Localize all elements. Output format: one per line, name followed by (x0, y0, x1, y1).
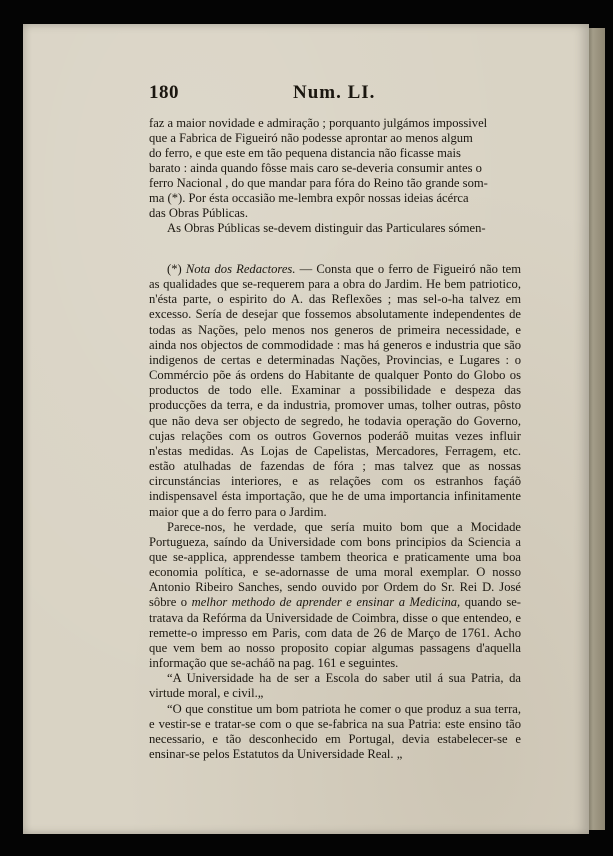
footnote-block (149, 262, 521, 762)
quotation-1: “A Universidade ha de ser a Escola do saber util á sua Patria, da virtude moral, e civil.„ (149, 671, 521, 701)
footnote-paragraph-1-text: — Consta que o ferro de Figueiró não tem as qualidades que se-requerem para a obra do Jardim. He bem patriotico, n'ésta parte, o espirito do A. das Reflexões ; mas sel-o-ha talvez em excesso. Sería de desejar que fossemos absolutamente independentes de todas as Nações, pelo menos nos generos de primeira necessidade, e ainda nos objectos de commodidade : mas há generos e industria que são indigenos de certas e determinadas Nações, Provincias, e Lugares : o Commércio põe ás ordens do Habitante de qualquer Ponto do Globo os productos de todo elle. Examinar a possibilidade e despeza das producções da terra, e da industria, promover umas, tolher outras, pôsto que não deva ser objecto de segredo, he todavia operação do Governo, cujas relações com os outros Governos poderáõ muitas vezes influir n'estas medidas. As Lojas de Capelistas, Mercadores, Ferragem, etc. estão atulhadas de fazendas de fóra ; mas talvez que as nossas circunstáncias interiores, e as relações com os estranhos façáõ indispensavel ésta importação, que he de uma importancia infinitamente maior que a do ferro para o Jardim. (149, 262, 521, 519)
footnote-italic-title: melhor methodo de aprender e ensinar a Medicina, (191, 595, 461, 610)
main-text-line-7: das Obras Públicas. (149, 206, 248, 220)
main-text-line-3: do ferro, e que este em tão pequena distancia não ficasse mais (149, 146, 461, 160)
footnote-paragraph-2-end: quando se-tratava da Refórma da Universidade de Coimbra, disse o que entendeo, e remette-o impresso em Paris, com data de 26 de Março de 1761. Acho que vem bem ao nosso proposito copiar algumas passagens d'aquella informação que se-acháõ na pag. 161 e seguintes. (149, 595, 522, 671)
footnote-marker: (*) (167, 262, 182, 276)
page-content (103, 82, 522, 761)
main-text-line-1: faz a maior novidade e admiração ; porquanto julgámos impossivel (149, 116, 488, 130)
main-text-line-5: ferro Nacional , do que mandar para fóra do Reino tão grande som- (149, 176, 488, 190)
quotation-2: “O que constitue um bom patriota he comer o que produz a sua terra, e vestir-se e tratar-se com o que se-fabrica na sua Patria: este ensino tão necessario, e tão desconhecido em Portugal, devia estabelecer-se e ensinar-se pelos Estatutos da Universidade Real. „ (149, 701, 521, 761)
footnote-paragraph-2-start: Parece-nos, he verdade, que sería muito bom que a Mocidade Portugueza, saíndo da Universidade com bons principios da Sciencia a que se-applica, apprendesse tambem theorica e praticamente uma boa economia política, e se-adornasse de uma moral exemplar. O nosso Antonio Ribeiro Sanches, sendo ouvido por Ordem do Sr. Rei D. José sôbre o (149, 519, 521, 610)
main-text (149, 116, 519, 236)
page-header (103, 82, 521, 110)
footnote-paragraph-2 (149, 520, 521, 672)
main-text-line-4: barato : ainda quando fôsse mais caro se-deveria consumir antes o (149, 161, 482, 175)
footnote-label: Nota dos Redactores. (185, 262, 296, 276)
main-text-line-2: que a Fabrica de Figueiró não podesse aprontar ao menos algum (149, 131, 473, 145)
running-title: Num. LI. (293, 82, 376, 103)
main-text-line-8: As Obras Públicas se-devem distinguir das Particulares sómen- (167, 221, 486, 235)
page-number: 180 (149, 82, 179, 103)
main-text-line-6: ma (*). Por ésta occasião me-lembra expôr nossas ideias ácérca (149, 191, 469, 205)
footnote-paragraph-1 (149, 262, 521, 520)
